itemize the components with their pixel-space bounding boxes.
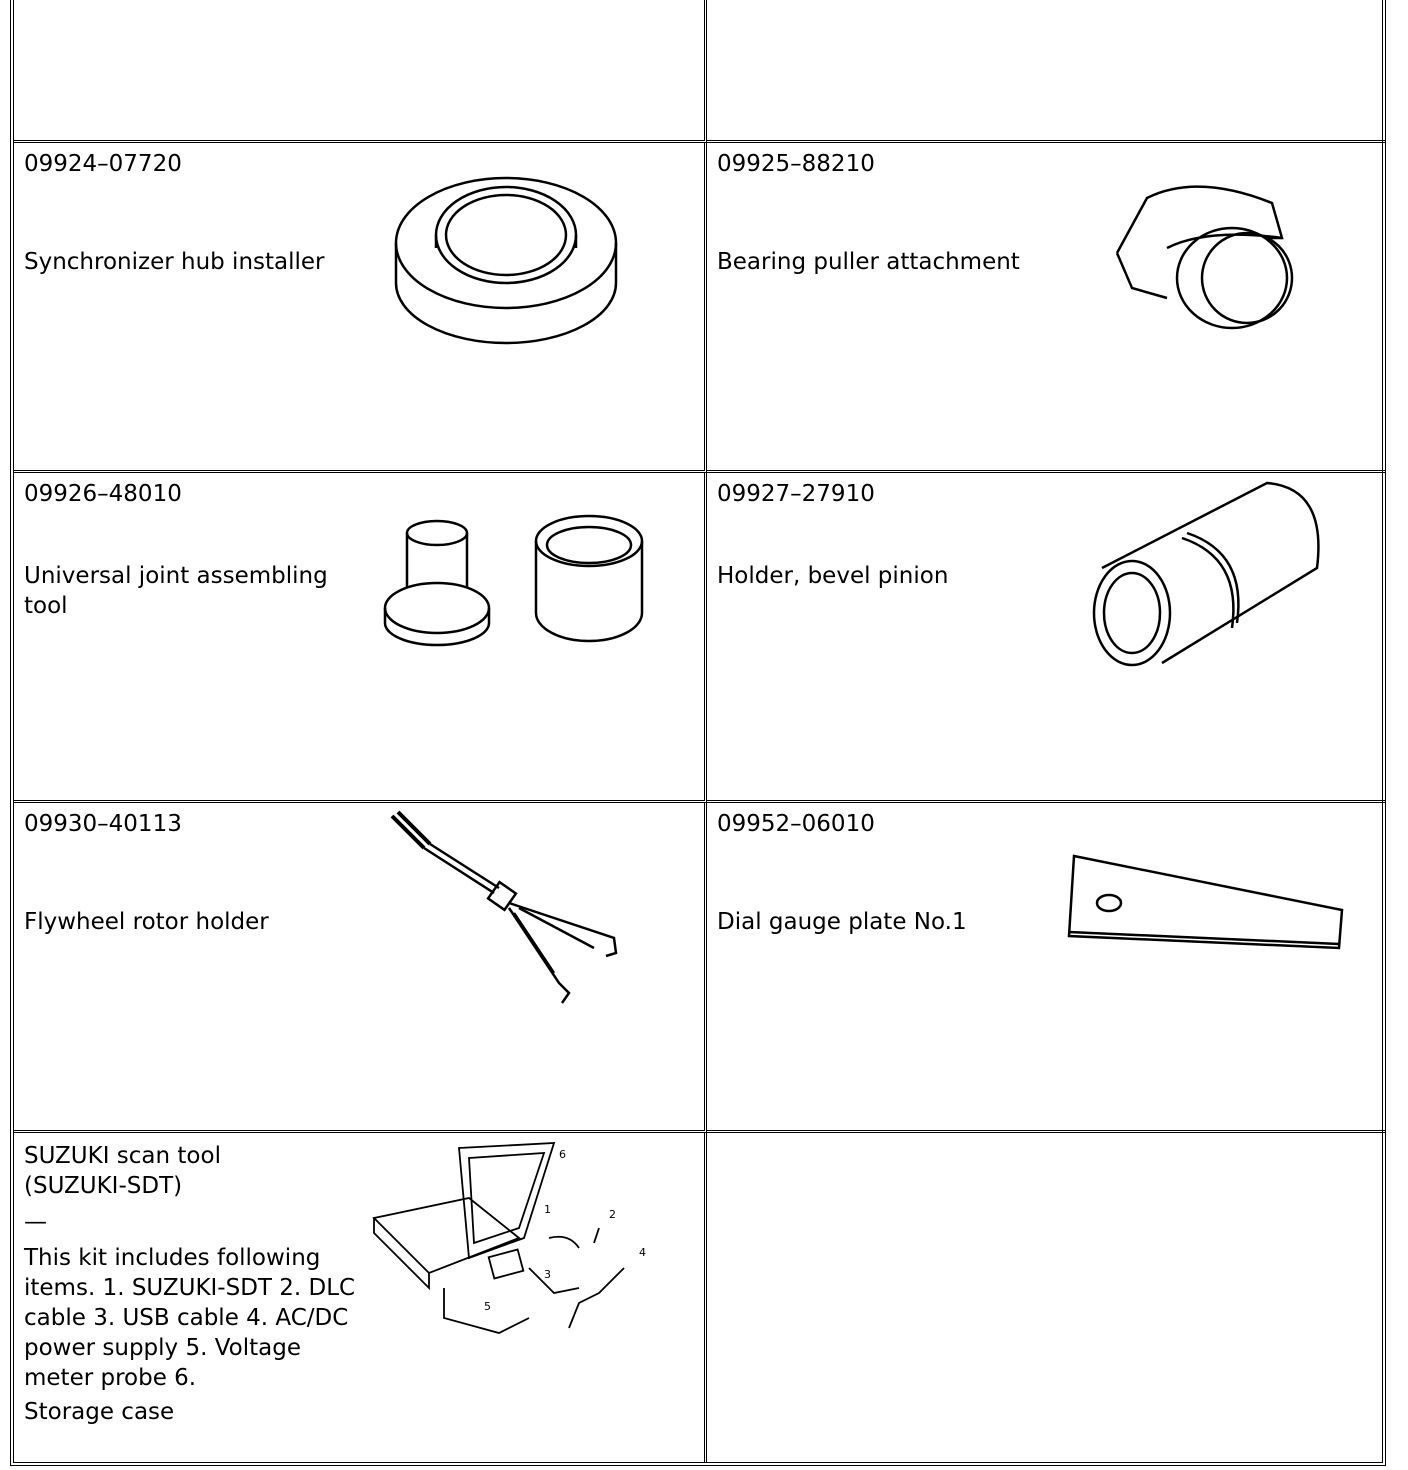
tool-code: 09924–07720	[24, 151, 182, 177]
tool-code: 09927–27910	[717, 481, 875, 507]
tool-name: Dial gauge plate No.1	[717, 909, 967, 935]
tool-cell	[707, 143, 1386, 473]
tool-cell	[707, 803, 1386, 1133]
callout-2: 2	[609, 1208, 616, 1221]
tool-name: Bearing puller attachment	[717, 249, 1020, 275]
scan-tool-title: SUZUKI scan tool	[24, 1143, 221, 1169]
flywheel-holder-drawing-icon	[384, 808, 634, 1008]
puller-attachment-drawing-icon	[1107, 178, 1307, 338]
empty-cell	[707, 1133, 1386, 1462]
callout-3: 3	[544, 1268, 551, 1281]
tool-name: Holder, bevel pinion	[717, 563, 949, 589]
callout-labels	[369, 1138, 659, 1343]
tool-name: Universal joint assembling tool	[24, 563, 328, 619]
dash: —	[24, 1209, 47, 1235]
scan-tool-cell	[14, 1133, 707, 1462]
tool-code: 09926–48010	[24, 481, 182, 507]
tool-cell	[707, 473, 1386, 803]
hub-installer-drawing-icon	[389, 173, 629, 348]
tool-cell	[14, 473, 707, 803]
callout-1: 1	[544, 1203, 551, 1216]
empty-cell	[14, 0, 707, 143]
callout-5: 5	[484, 1300, 491, 1313]
callout-6: 6	[559, 1148, 566, 1161]
bevel-pinion-holder-drawing-icon	[1082, 478, 1332, 668]
special-tools-table	[10, 0, 1386, 1466]
empty-cell	[707, 0, 1386, 143]
tool-name: Synchronizer hub installer	[24, 249, 325, 275]
kit-contents: This kit includes following items. 1. SUZUKI-SDT 2. DLC cable 3. USB cable 4. AC/DC power supply 5. Voltage meter probe 6.	[24, 1245, 356, 1391]
tool-code: 09952–06010	[717, 811, 875, 837]
dial-gauge-plate-drawing-icon	[1057, 848, 1352, 958]
tool-code: 09925–88210	[717, 151, 875, 177]
scan-tool-subtitle: (SUZUKI-SDT)	[24, 1173, 183, 1199]
kit-contents-end: Storage case	[24, 1399, 175, 1425]
tool-cell	[14, 803, 707, 1133]
tool-cell	[14, 143, 707, 473]
tool-name: Flywheel rotor holder	[24, 909, 269, 935]
scan-tool-description	[24, 1141, 364, 1427]
tool-code: 09930–40113	[24, 811, 182, 837]
callout-4: 4	[639, 1246, 646, 1259]
ujoint-tool-drawing-icon	[379, 513, 654, 648]
